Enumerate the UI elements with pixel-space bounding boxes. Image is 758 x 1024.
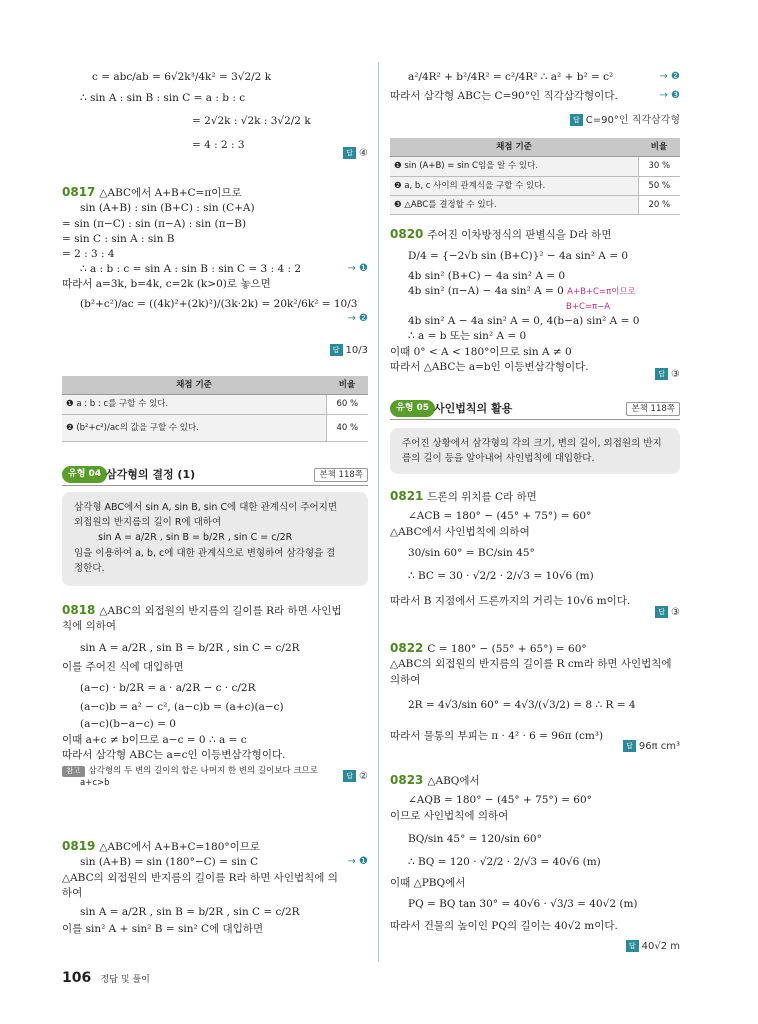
math-line: sin (A+B) : sin (B+C) : sin (C+A): [80, 202, 255, 215]
problem-0817: [62, 184, 368, 356]
table-row: [62, 395, 368, 414]
answer-mark: [655, 368, 680, 383]
answer-mark: [330, 344, 368, 359]
type-title: 삼각형의 결정 (1): [106, 468, 196, 481]
math-line: 이때 △PBQ에서: [390, 877, 466, 890]
table-cell: 60 %: [326, 395, 368, 414]
tip-line: 주어진 상황에서 삼각형의 각의 크기, 변의 길이, 외접원의 반지: [402, 438, 662, 449]
answer-value: C=90°인 직각삼각형: [585, 115, 680, 126]
problem-number: 0821: [390, 489, 424, 503]
problem-number: 0822: [390, 641, 424, 655]
answer-value: ④: [359, 148, 368, 159]
table-cell: ❶ sin (A+B) = sin C임을 알 수 있다.: [390, 157, 638, 176]
step-marker: → ❸: [659, 90, 680, 102]
answer-mark: [655, 606, 680, 621]
answer-value: 40√2 m: [641, 941, 680, 952]
step-marker: → ❷: [347, 312, 368, 324]
math-line: 이를 주어진 식에 대입하면: [62, 660, 184, 673]
math-line: (a−c)(b−a−c) = 0: [80, 718, 176, 731]
table-cell: ❷ a, b, c 사이의 관계식을 구할 수 있다.: [390, 176, 638, 195]
footer-label: 정답 및 풀이: [100, 975, 150, 985]
answer-box-icon: 답: [626, 940, 639, 952]
answer-mark: [623, 740, 680, 755]
answer-box-icon: 답: [570, 114, 583, 126]
answer-box-icon: 답: [655, 606, 668, 618]
math-line: △ABC에서 A+B+C=π이므로: [99, 187, 242, 199]
answer-value: ③: [671, 369, 680, 380]
problem-number: 0823: [390, 773, 424, 787]
math-line: ∴ BQ = 120 · √2/2 · 2/√3 = 40√6 (m): [408, 856, 601, 869]
answer-value: 10/3: [345, 345, 368, 356]
answer-value: ②: [359, 771, 368, 782]
math-line: = 2√2k : √2k : 3√2/2 k: [192, 115, 311, 128]
problem-number: 0817: [62, 185, 96, 199]
grading-table-0817: [62, 376, 368, 442]
math-line: c = abc/ab = 6√2k³/4k² = 3√2/2 k: [92, 71, 272, 83]
math-line: C = 180° − (55° + 65°) = 60°: [427, 643, 587, 655]
step-marker: → ❶: [347, 856, 368, 868]
problem-0818: [62, 602, 368, 790]
table-cell: 30 %: [638, 157, 680, 176]
column-divider: [378, 62, 379, 962]
book-reference: 본책 118쪽: [314, 468, 368, 482]
answer-box-icon: 답: [330, 344, 343, 356]
math-line: 칙에 의하여: [62, 620, 117, 633]
book-reference: 본책 118쪽: [626, 402, 680, 416]
math-line: △ABQ에서: [427, 775, 480, 787]
table-cell: 50 %: [638, 176, 680, 195]
type-header-04: [62, 464, 368, 486]
math-line: BQ/sin 45° = 120/sin 60°: [408, 832, 542, 845]
math-line: = sin C : sin A : sin B: [62, 232, 175, 245]
math-line: ∴ a : b : c = sin A : sin B : sin C = 3 : 4 : 2: [80, 263, 302, 276]
note-text: a+c>b: [80, 778, 110, 789]
answer-mark: [343, 147, 368, 162]
math-line: △ABC에서 사인법칙에 의하여: [390, 525, 530, 538]
answer-value: ③: [671, 607, 680, 618]
math-line: = sin (π−C) : sin (π−A) : sin (π−B): [62, 217, 247, 230]
tip-line: 름의 길이 등을 알아내어 사인법칙에 대입한다.: [402, 453, 595, 465]
type-title: 사인법칙의 활용: [434, 402, 513, 415]
math-line: △ABC의 외접원의 반지름의 길이를 R라 하면 사인법: [99, 605, 342, 617]
table-header: 비율: [326, 376, 368, 395]
note-text: 삼각형의 두 변의 길이의 합은 나머지 한 변의 길이보다 크므로: [88, 766, 319, 777]
page-footer: [62, 968, 150, 988]
type-badge: 유형 05: [390, 400, 435, 417]
table-cell: ❶ a : b : c를 구할 수 있다.: [62, 395, 326, 414]
problem-0819: [62, 838, 368, 937]
math-line: ∴ sin A : sin B : sin C = a : b : c: [80, 92, 246, 105]
table-cell: 40 %: [326, 414, 368, 441]
math-line: 따라서 삼각형 ABC는 C=90°인 직각삼각형이다.: [390, 90, 618, 103]
math-line: △ABC의 외접원의 반지름의 길이를 R라 하면 사인법칙에 의: [62, 871, 338, 884]
math-line: 4b sin² A − 4a sin² A = 0, 4(b−a) sin² A = 0: [408, 315, 640, 328]
math-line: ∠ACB = 180° − (45° + 75°) = 60°: [408, 510, 592, 523]
math-line: (a−c) · b/2R = a · a/2R − c · c/2R: [80, 682, 256, 695]
problem-0819-continued: [390, 70, 680, 126]
answer-box-icon: 답: [343, 147, 356, 159]
math-line: 따라서 건물의 높이인 PQ의 길이는 40√2 m이다.: [390, 919, 618, 932]
math-line: ∴ BC = 30 · √2/2 · 2/√3 = 10√6 (m): [408, 570, 594, 583]
math-line: D/4 = {−2√b sin (B+C)}² − 4a sin² A = 0: [408, 250, 629, 263]
note-tag: 참고: [62, 766, 85, 777]
answer-box-icon: 답: [655, 368, 668, 380]
answer-mark: [626, 940, 680, 955]
table-header: 채점 기준: [390, 138, 638, 157]
math-line: (a−c)b = a² − c², (a−c)b = (a+c)(a−c): [80, 701, 284, 714]
answer-mark: [570, 114, 680, 129]
table-row: [390, 195, 680, 214]
type-badge: 유형 04: [62, 466, 107, 483]
math-line: 이때 0° < A < 180°이므로 sin A ≠ 0: [390, 345, 572, 358]
math-line: 따라서 a=3k, b=4k, c=2k (k>0)로 놓으면: [62, 278, 271, 291]
math-line: PQ = BQ tan 30° = 40√6 · √3/3 = 40√2 (m): [408, 898, 638, 911]
math-line: sin A = a/2R , sin B = b/2R , sin C = c/2R: [80, 641, 300, 654]
grading-table-0819: [390, 138, 680, 215]
math-line: 이를 sin² A + sin² B = sin² C에 대입하면: [62, 923, 264, 936]
math-line: 따라서 삼각형 ABC는 a=c인 이등변삼각형이다.: [62, 748, 286, 761]
math-line: (b²+c²)/ac = ((4k)²+(2k)²)/(3k·2k) = 20k²/6k² = 10/3: [80, 297, 358, 310]
type-tip-box: [390, 428, 680, 474]
math-line: sin A = a/2R , sin B = b/2R , sin C = c/2R: [80, 906, 300, 919]
table-row: [390, 157, 680, 176]
math-line: 4b sin² (π−A) − 4a sin² A = 0: [408, 284, 564, 297]
margin-note: A+B+C=π이므로: [567, 286, 636, 297]
math-line: 드론의 위치를 C라 하면: [427, 491, 537, 503]
problem-number: 0820: [390, 227, 424, 241]
math-line: 주어진 이차방정식의 판별식을 D라 하면: [427, 229, 612, 241]
problem-number: 0819: [62, 839, 96, 853]
type-tip-box: [62, 492, 368, 586]
page-number: 106: [62, 970, 92, 986]
step-marker: → ❷: [659, 71, 680, 82]
math-line: 이므로 사인법칙에 의하여: [390, 809, 509, 822]
table-header: 채점 기준: [62, 376, 326, 395]
answer-box-icon: 답: [343, 770, 356, 782]
table-cell: ❸ △ABC를 결정할 수 있다.: [390, 195, 638, 214]
math-line: = 2 : 3 : 4: [62, 248, 115, 261]
math-line: = 4 : 2 : 3: [192, 138, 245, 151]
table-row: [62, 414, 368, 441]
answer-value: 96π cm³: [638, 741, 680, 752]
table-header: 비율: [638, 138, 680, 157]
table-cell: 20 %: [638, 195, 680, 214]
math-line: 따라서 B 지점에서 드론까지의 거리는 10√6 m이다.: [390, 595, 631, 608]
prev-solution-tail: [62, 70, 368, 159]
problem-0823: [390, 772, 680, 952]
math-line: 4b sin² (B+C) − 4a sin² A = 0: [408, 269, 566, 282]
math-line: 따라서 △ABC는 a=b인 이등변삼각형이다.: [390, 360, 589, 373]
math-line: sin (A+B) = sin (180°−C) = sin C: [80, 856, 259, 869]
math-line: 30/sin 60° = BC/sin 45°: [408, 546, 535, 559]
margin-note: B+C=π−A: [566, 302, 611, 313]
problem-number: 0818: [62, 603, 96, 617]
tip-line: 외접원의 반지름의 길이 R에 대하여: [74, 517, 222, 529]
math-line: △ABC의 외접원의 반지름의 길이를 R cm라 하면 사인법칙에: [390, 658, 672, 671]
math-line: ∠AQB = 180° − (45° + 75°) = 60°: [408, 794, 592, 807]
tip-line: sin A = a/2R , sin B = b/2R , sin C = c/2R: [98, 532, 293, 544]
math-line: 따라서 물통의 부피는 π · 4² · 6 = 96π (cm³): [390, 730, 604, 743]
math-line: △ABC에서 A+B+C=180°이므로: [99, 841, 261, 853]
problem-0820: [390, 226, 680, 380]
step-marker: → ❶: [347, 263, 368, 275]
answer-box-icon: 답: [623, 740, 636, 752]
math-line: 의하여: [390, 673, 421, 686]
table-row: [390, 176, 680, 195]
math-line: ∴ a = b 또는 sin² A = 0: [408, 330, 527, 343]
math-line: 이때 a+c ≠ b이므로 a−c = 0 ∴ a = c: [62, 733, 247, 746]
tip-line: 삼각형 ABC에서 sin A, sin B, sin C에 대한 관계식이 주어지면: [74, 502, 338, 513]
problem-0822: [390, 640, 680, 752]
problem-0821: [390, 488, 680, 618]
math-line: 2R = 4√3/sin 60° = 4√3/(√3/2) = 8 ∴ R = 4: [408, 698, 636, 711]
type-header-05: [390, 398, 680, 420]
math-line: a²/4R² + b²/4R² = c²/4R² ∴ a² + b² = c²: [408, 71, 614, 83]
answer-mark: [343, 770, 368, 785]
math-line: 하여: [62, 886, 83, 899]
tip-line: 임을 이용하여 a, b, c에 대한 관계식으로 변형하여 삼각형을 결: [74, 547, 336, 559]
table-cell: ❷ (b²+c²)/ac의 값을 구할 수 있다.: [62, 414, 326, 441]
tip-line: 정한다.: [74, 562, 105, 574]
